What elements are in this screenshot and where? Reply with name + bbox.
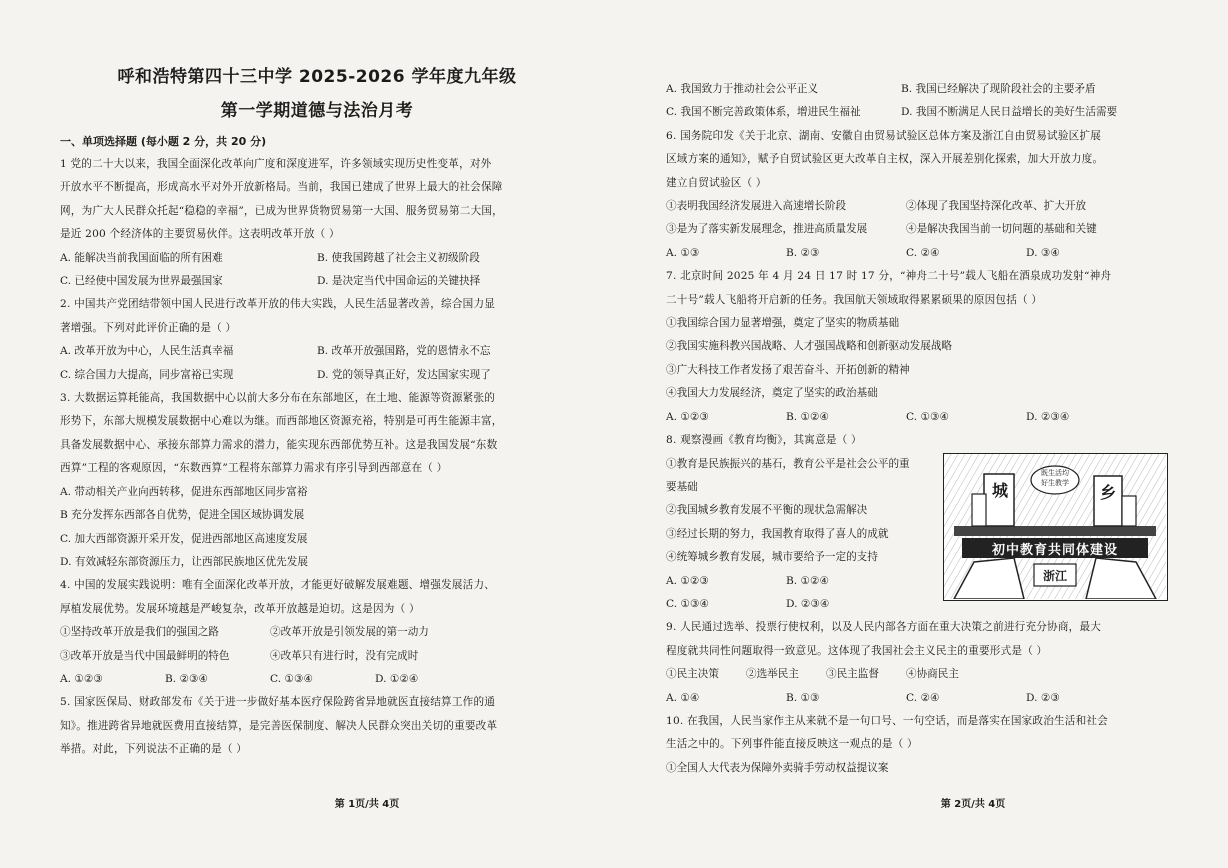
statement-1: ①民主决策	[666, 668, 719, 681]
question-stem-line: 3. 大数据运算耗能高，我国数据中心以前大多分布在东部地区，在土地、能源等资源紧张的	[60, 392, 496, 405]
option-c: C. 已经使中国发展为世界最强国家	[60, 275, 223, 288]
option-c: C. 加大西部资源开采开发，促进西部地区高速度发展	[60, 532, 308, 545]
statement-4: ④我国大力发展经济，奠定了坚实的政治基础	[666, 387, 878, 400]
question-stem-line: 是近 200 个经济体的主要贸易伙伴。这表明改革开放（ ）	[60, 228, 340, 241]
exam-title-line1: 呼和浩特第四十三中学 2025-2026 学年度九年级	[117, 67, 517, 87]
question-4	[60, 574, 574, 691]
question-stem-line: 程度就共同性问题取得一致意见。这体现了我国社会主义民主的重要形式是（ ）	[666, 644, 1048, 657]
option-a: A. ①②③	[60, 672, 103, 685]
option-b: B. 使我国跨越了社会主义初级阶段	[317, 251, 480, 264]
option-a: A. 我国致力于推动社会公平正义	[666, 83, 819, 95]
question-stem-line: 7. 北京时间 2025 年 4 月 24 日 17 时 17 分，“神舟二十号”载人飞船在酒泉成功发射“神舟	[666, 270, 1112, 283]
option-b: B 充分发挥东西部各自优势，促进全国区域协调发展	[60, 509, 305, 522]
statement-2: ②选举民主	[746, 668, 799, 681]
option-a: A. ①④	[666, 691, 700, 704]
option-d: D. 我国不断满足人民日益增长的美好生活需要	[901, 106, 1118, 119]
option-a: A. ①②③	[666, 574, 709, 587]
option-c: C. ②④	[906, 246, 940, 259]
option-d: D. ②③④	[786, 597, 830, 610]
statement-1: ①坚持改革开放是我们的强国之路	[60, 626, 219, 639]
question-stem-line: 开放水平不断提高，形成高水平对外开放新格局。当前，我国已建成了世界上最大的社会保障	[60, 181, 503, 194]
option-b: B. ②③④	[165, 672, 209, 685]
question-stem-line: 建立自贸试验区（ ）	[666, 176, 767, 189]
option-d: D. 党的领导真正好，发达国家实现了	[317, 368, 491, 381]
option-d: D. ①②④	[375, 672, 419, 685]
statement-3: ③广大科技工作者发扬了艰苦奋斗、开拓创新的精神	[666, 363, 910, 376]
option-a: A. 改革开放为中心，人民生活真幸福	[60, 345, 234, 358]
question-stem-line: 6. 国务院印发《关于北京、湖南、安徽自由贸易试验区总体方案及浙江自由贸易试验区扩展	[666, 129, 1102, 142]
question-stem-line: 生活之中的。下列事件能直接反映这一观点的是（ ）	[666, 738, 918, 751]
question-3	[60, 387, 574, 574]
statement-1-cont: 要基础	[666, 480, 698, 493]
option-d: D. 有效减轻东部资源压力，让西部民族地区优先发展	[60, 555, 308, 568]
question-stem-line: 9. 人民通过选举、投票行使权利，以及人民内部各方面在重大决策之前进行充分协商，最大	[666, 621, 1102, 634]
statement-1: ①教育是民族振兴的基石，教育公平是社会公平的重	[666, 457, 910, 470]
question-stem-line: 厚植发展优势。发展环境越是严峻复杂，改革开放越是迫切。这是因为（ ）	[60, 602, 420, 615]
question-stem-line: 网，为广大人民群众托起“稳稳的幸福”，已成为世界货物贸易第一大国、服务贸易第二大国，	[60, 204, 503, 217]
cartoon-bubble-line2: 好生教学	[1041, 478, 1069, 487]
question-7	[666, 265, 1168, 429]
cartoon-city-label: 城	[991, 480, 1008, 500]
option-a: A. 能解决当前我国面临的所有困难	[60, 251, 223, 264]
question-stem-line: 著增强。下列对此评价正确的是（ ）	[60, 321, 237, 334]
statement-3: ③民主监督	[826, 668, 879, 681]
cartoon-province-label: 浙江	[1042, 568, 1067, 583]
statement-4: ④改革只有进行时，没有完成时	[270, 649, 419, 662]
education-balance-cartoon	[943, 453, 1168, 601]
option-c: C. 综合国力大提高，同步富裕已实现	[60, 368, 234, 381]
statement-3: ③改革开放是当代中国最鲜明的特色	[60, 649, 230, 662]
option-d: D. ③④	[1026, 246, 1060, 259]
option-b: B. ①②④	[786, 574, 830, 587]
option-b: B. ①②④	[786, 410, 830, 423]
option-a: A. ①③	[666, 246, 700, 259]
option-b: B. 我国已经解决了现阶段社会的主要矛盾	[901, 83, 1096, 95]
statement-1: ①我国综合国力显著增强，奠定了坚实的物质基础	[666, 317, 900, 330]
question-stem-line: 西算”工程的客观原因，“东数西算”工程将东部算力需求有序引导到西部意在（ ）	[60, 462, 448, 475]
question-stem-line: 二十号”载人飞船将开启新的任务。我国航天领域取得累累硕果的原因包括（ ）	[666, 293, 1043, 306]
question-10	[666, 710, 1168, 780]
statement-2: ②我国实施科教兴国战略、人才强国战略和创新驱动发展战略	[666, 340, 953, 353]
option-b: B. ①③	[786, 691, 820, 704]
option-c: C. 我国不断完善政策体系，增进民生福祉	[666, 106, 861, 119]
cartoon-bubble-line1: 既生活均	[1041, 468, 1069, 477]
question-5	[60, 691, 574, 761]
option-d: D. ②③	[1026, 691, 1060, 704]
statement-1: ①全国人大代表为保障外卖骑手劳动权益提议案	[666, 761, 889, 774]
option-c: C. ①③④	[906, 410, 949, 423]
statement-4: ④统筹城乡教育发展，城市要给予一定的支持	[666, 551, 878, 564]
question-stem-line: 1 党的二十大以来，我国全面深化改革向广度和深度进军，许多领域实现历史性变革，对外	[60, 158, 492, 170]
option-a: A. 带动相关产业向西转移，促进东西部地区同步富裕	[60, 485, 308, 498]
question-stem-line: 10. 在我国，人民当家作主从来就不是一句口号、一句空话，而是落实在国家政治生活和社会	[666, 714, 1108, 727]
statement-4: ④是解决我国当前一切问题的基础和关键	[906, 223, 1097, 236]
cartoon-country-label: 乡	[1099, 482, 1116, 502]
exam-page-2	[614, 0, 1228, 868]
statement-1: ①表明我国经济发展进入高速增长阶段	[666, 200, 847, 213]
question-1	[60, 153, 574, 293]
statement-3: ③经过长期的努力，我国教育取得了喜人的成就	[666, 527, 889, 540]
option-b: B. ②③	[786, 246, 820, 259]
statement-2: ②体现了我国坚持深化改革、扩大开放	[906, 200, 1087, 213]
option-b: B. 改革开放强国路，党的恩情永不忘	[317, 345, 491, 358]
option-c: C. ②④	[906, 691, 940, 704]
question-2	[60, 293, 574, 387]
option-a: A. ①②③	[666, 410, 709, 423]
section-heading: 一、单项选择题 (每小题 2 分，共 20 分)	[60, 135, 267, 148]
question-stem-line: 知》。推进跨省异地就医费用直接结算，是完善医保制度、解决人民群众突出关切的重要改革	[60, 719, 498, 732]
option-d: D. ②③④	[1026, 410, 1070, 423]
question-6	[666, 125, 1168, 265]
statement-2: ②改革开放是引领发展的第一动力	[270, 626, 429, 639]
question-stem-line: 2. 中国共产党团结带领中国人民进行改革开放的伟大实践，人民生活显著改善，综合国力显	[60, 298, 496, 311]
question-stem-line: 举措。对此，下列说法不正确的是（ ）	[60, 743, 248, 756]
option-c: C. ①③④	[666, 597, 709, 610]
option-c: C. ①③④	[270, 672, 313, 685]
question-5-options	[666, 78, 1168, 125]
option-d: D. 是决定当代中国命运的关键抉择	[317, 275, 481, 288]
question-stem-line: 形势下，东部大规模发展数据中心难以为继。而西部地区资源充裕，特别是可再生能源丰富，	[60, 415, 503, 428]
page-footer: 第 2页/共 4页	[940, 799, 1006, 810]
cartoon-banner-text: 初中教育共同体建设	[991, 542, 1118, 558]
statement-2: ②我国城乡教育发展不平衡的现状急需解决	[666, 504, 868, 517]
question-stem-line: 8. 观察漫画《教育均衡》，其寓意是（ ）	[666, 434, 862, 447]
question-stem-line: 5. 国家医保局、财政部发布《关于进一步做好基本医疗保险跨省异地就医直接结算工作的通	[60, 696, 496, 709]
exam-title-line2: 第一学期道德与法治月考	[220, 101, 414, 121]
statement-3: ③是为了落实新发展理念，推进高质量发展	[666, 223, 868, 236]
question-stem-line: 4. 中国的发展实践说明：唯有全面深化改革开放，才能更好破解发展难题、增强发展活力、	[60, 579, 496, 592]
question-stem-line: 具备发展数据中心、承接东部算力需求的潜力，能实现东西部优势互补。这是我国发展“东数	[60, 438, 498, 451]
question-9	[666, 616, 1168, 710]
statement-4: ④协商民主	[906, 668, 959, 681]
page-footer: 第 1页/共 4页	[334, 799, 400, 810]
question-8	[666, 429, 1168, 616]
question-stem-line: 区域方案的通知》，赋予自贸试验区更大改革自主权，深入开展差别化探索，加大开放力度。	[666, 153, 1104, 166]
